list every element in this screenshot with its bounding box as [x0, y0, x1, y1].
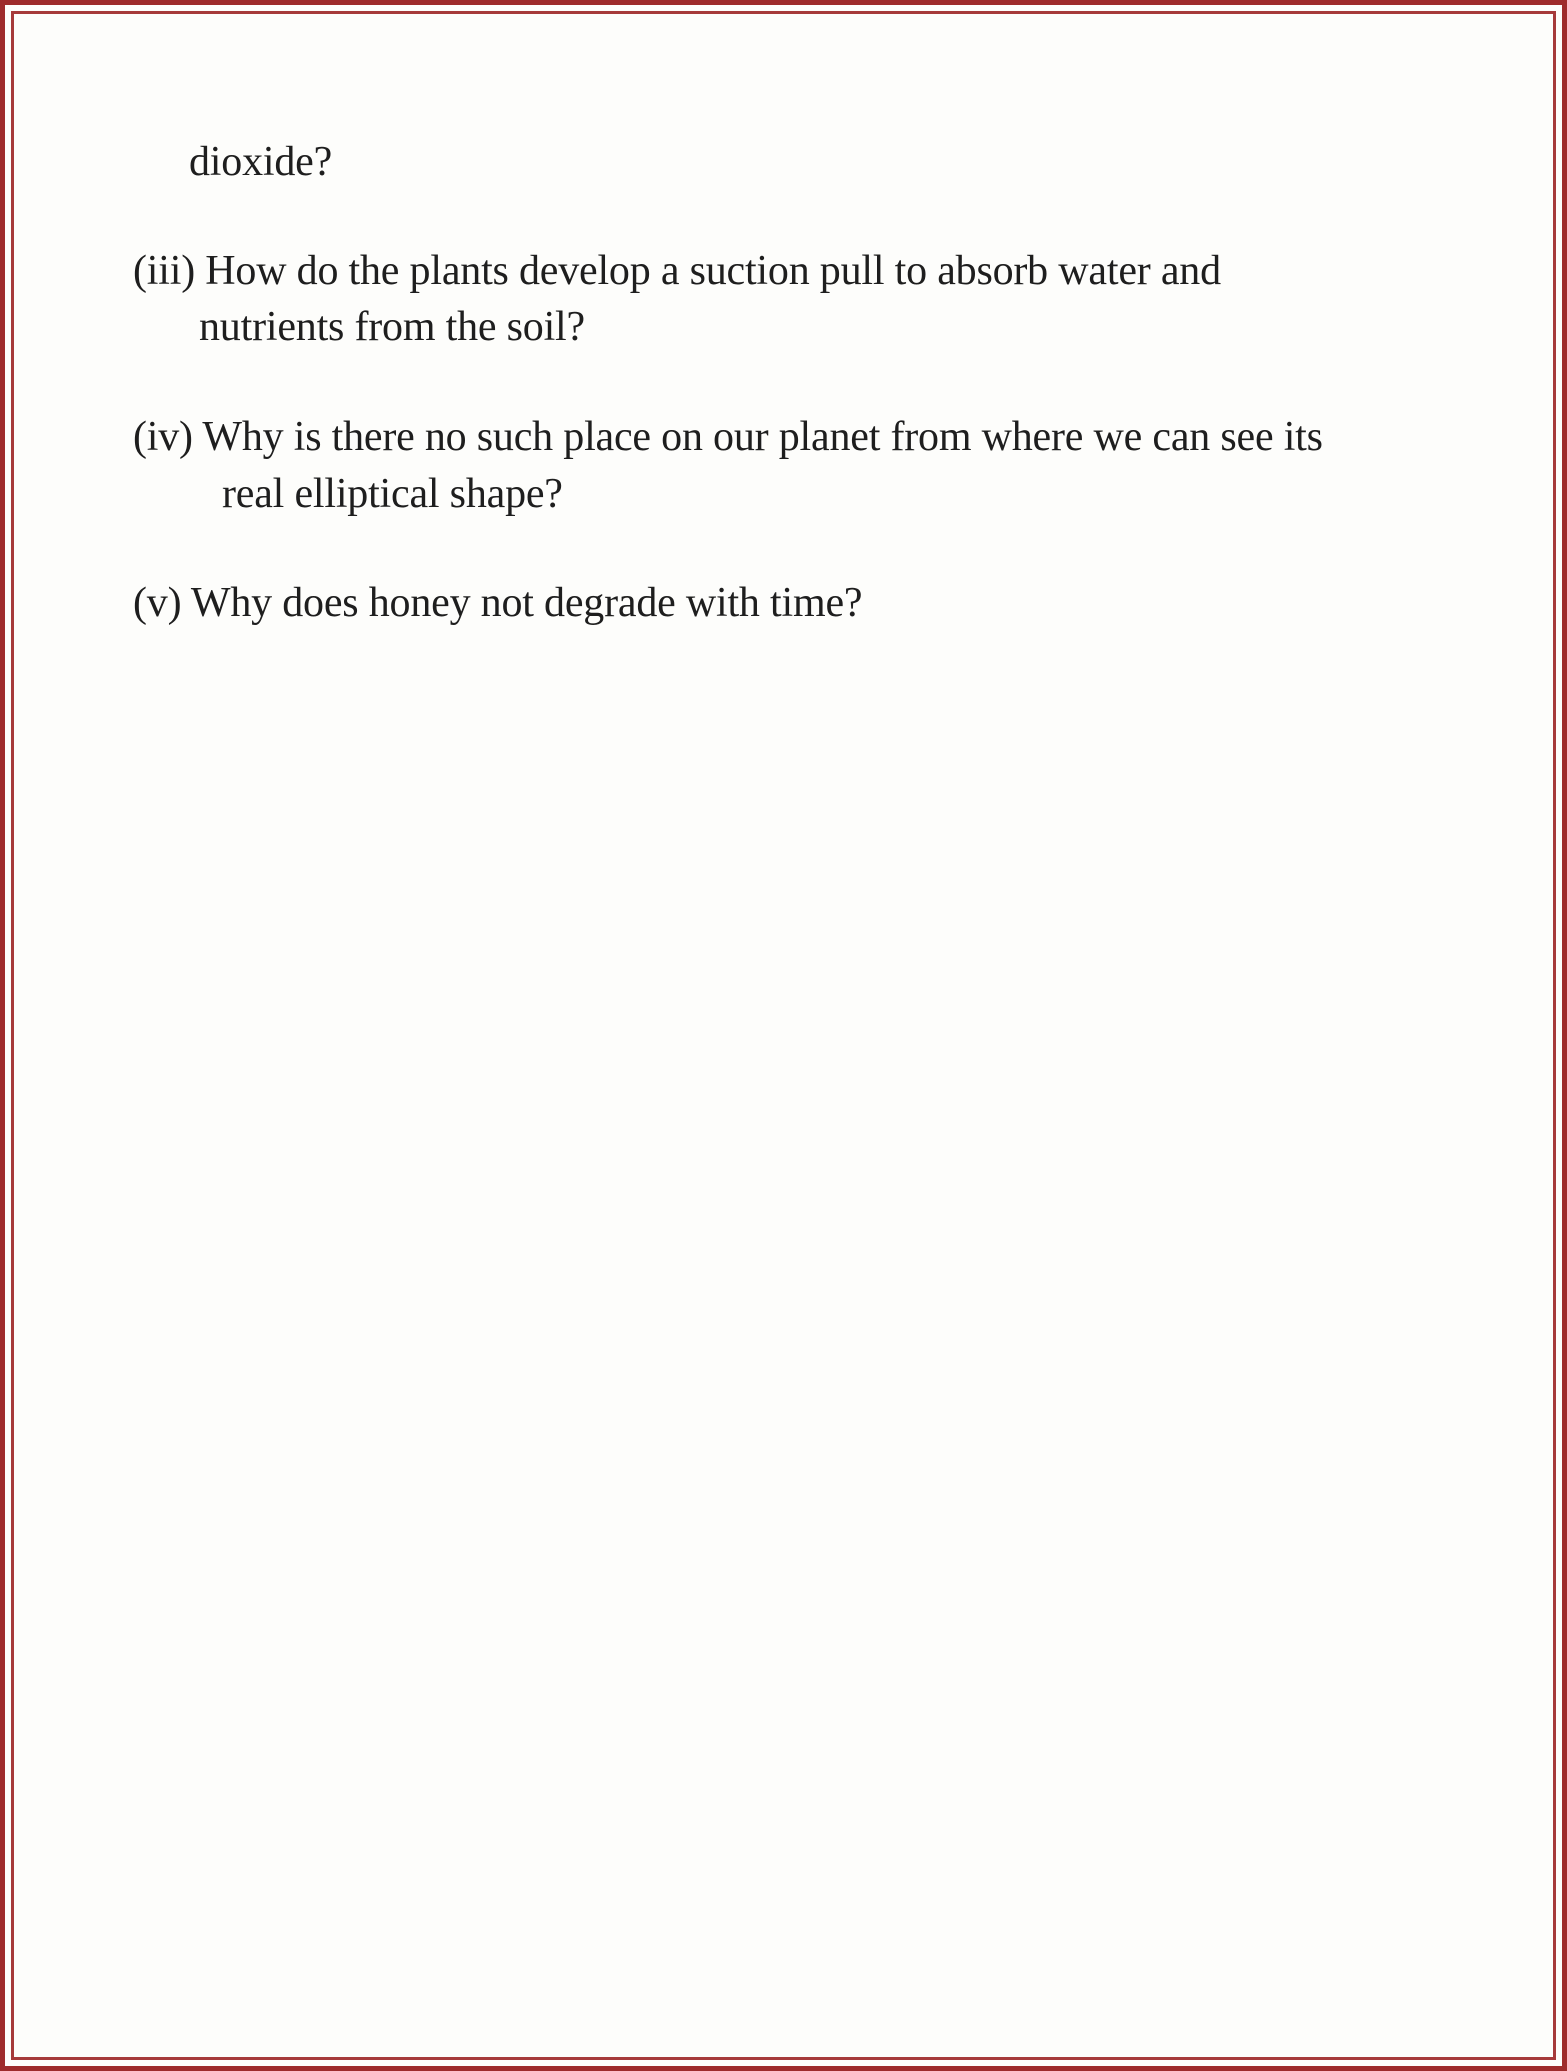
question-iii-line-2: nutrients from the soil? [199, 304, 585, 350]
question-iv-line-1: (iv) Why is there no such place on our planet from where we can see its [133, 414, 1323, 460]
question-v-line-1: (v) Why does honey not degrade with time? [133, 580, 863, 626]
continuation-line: dioxide? [189, 139, 333, 185]
question-iii-line-1: (iii) How do the plants develop a suction pull to absorb water and [133, 248, 1221, 294]
question-iv-line-2: real elliptical shape? [222, 471, 563, 517]
